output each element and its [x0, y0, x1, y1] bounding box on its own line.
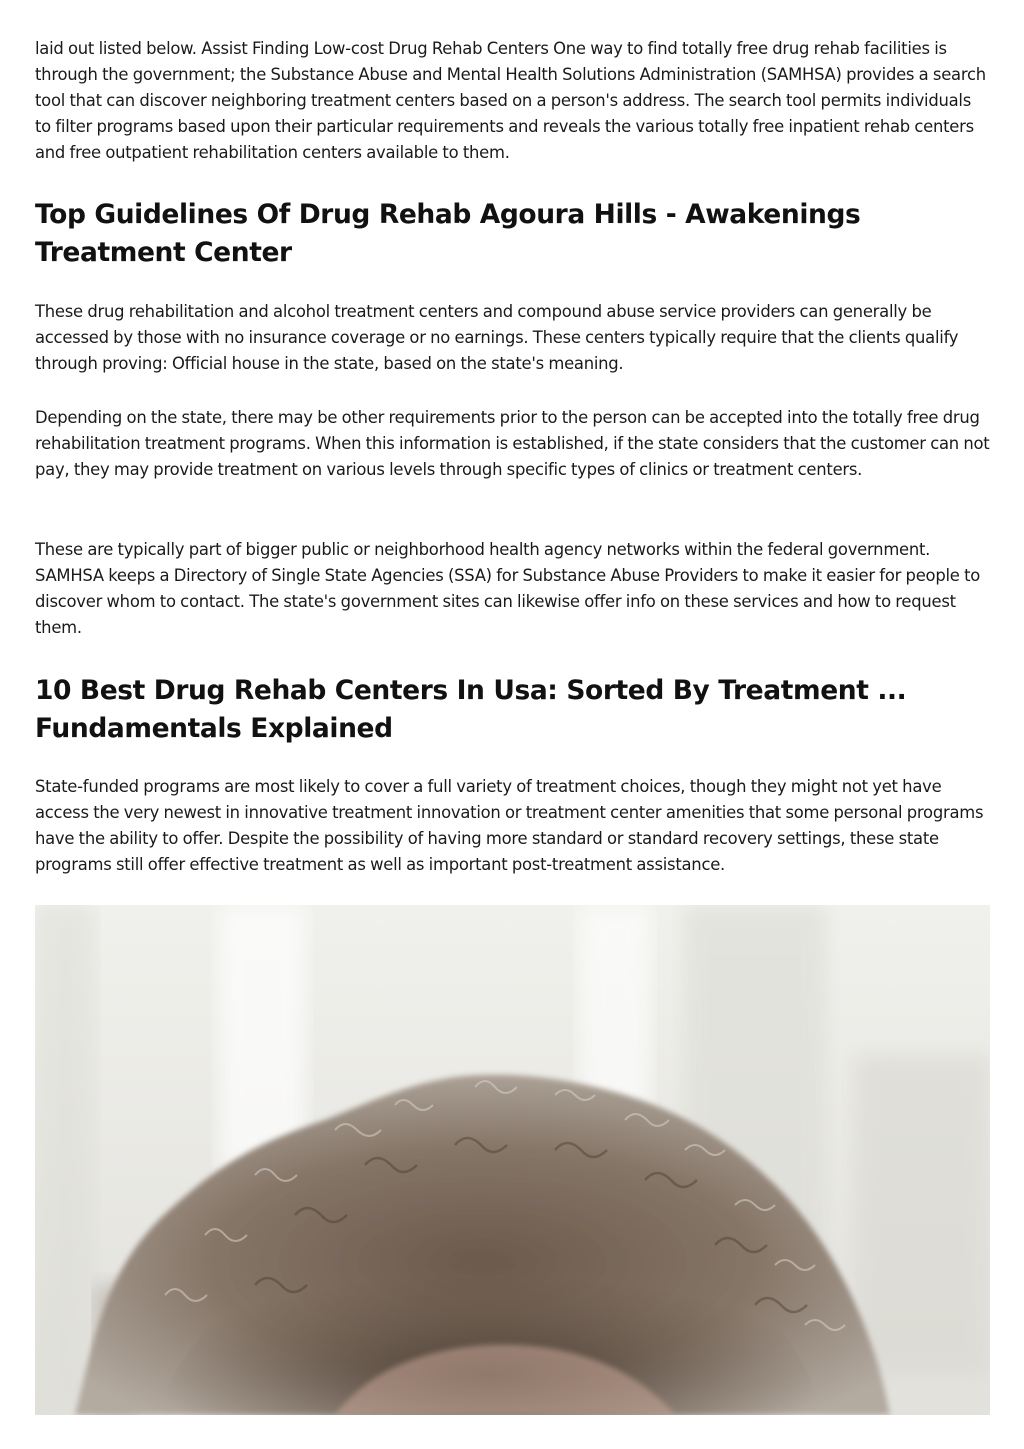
- paragraph-samhsa-directory: These are typically part of bigger public or neighborhood health agency networks within the federal government. SAMHSA keeps a Directory of Single State Agencies (SSA) for Substance Abuse Providers to make it easier for people to discover whom to contact. The state's government sites can likewise offer info on these services and how to request them.: [35, 540, 981, 637]
- photo-person-curly-hair: [35, 905, 990, 1415]
- paragraph-requirements: Depending on the state, there may be other requirements prior to the person can be accepted into the totally free drug rehabilitation treatment programs. When this information is established, if the state considers that the customer can not pay, they may provide treatment on various levels through specific types of clinics or treatment centers.: [35, 408, 990, 479]
- intro-paragraph: laid out listed below. Assist Finding Low-cost Drug Rehab Centers One way to find totally free drug rehab facilities is through the government; the Substance Abuse and Mental Health Solutions Administration (SAMHSA) provides a search tool that can discover neighboring treatment centers based on a person's address. The search tool permits individuals to filter programs based upon their particular requirements and reveals the various totally free inpatient rehab centers and free outpatient rehabilitation centers available to them.: [35, 39, 986, 162]
- section-heading-best-centers: 10 Best Drug Rehab Centers In Usa: Sorted By Treatment ... Fundamentals Explained: [35, 675, 907, 744]
- section-heading-guidelines: Top Guidelines Of Drug Rehab Agoura Hills - Awakenings Treatment Center: [35, 199, 861, 268]
- paragraph-state-funded: State-funded programs are most likely to cover a full variety of treatment choices, though they might not yet have access the very newest in innovative treatment innovation or treatment center amenities that some personal programs have the ability to offer. Despite the possibility of having more standard or standard recovery settings, these state programs still offer effective treatment as well as important post-treatment assistance.: [35, 777, 984, 874]
- paragraph-access: These drug rehabilitation and alcohol treatment centers and compound abuse service providers can generally be accessed by those with no insurance coverage or no earnings. These centers typically require that the clients qualify through proving: Official house in the state, based on the state's meaning.: [35, 302, 959, 373]
- article-photo: [35, 905, 990, 1415]
